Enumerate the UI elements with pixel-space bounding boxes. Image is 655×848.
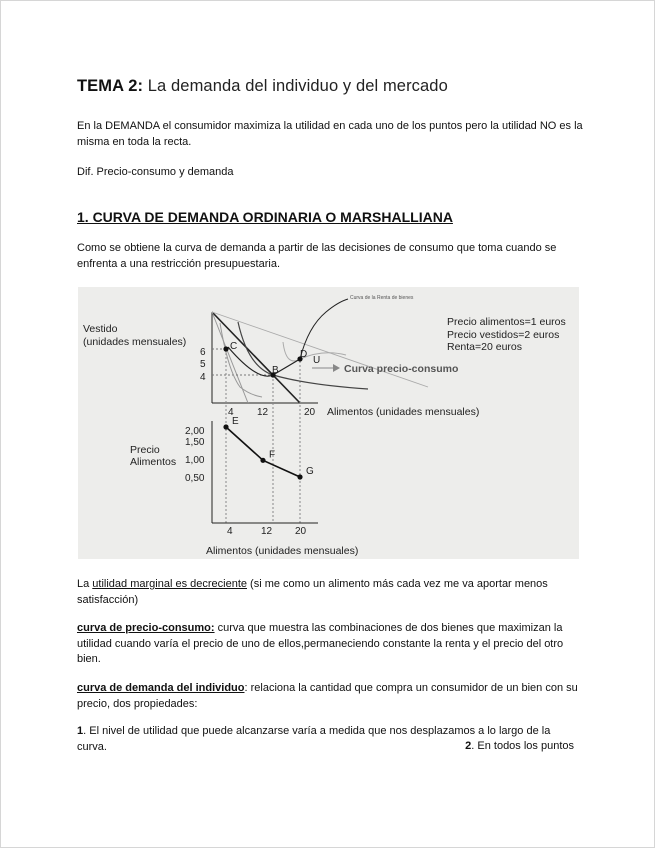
utilidad-term: utilidad marginal es decreciente [92,578,247,590]
figure-svg [78,287,579,559]
curve-label: Curva precio-consumo [344,363,459,375]
title-bold: TEMA 2: [77,77,144,95]
demand-line [226,427,300,477]
top-xlabel: Alimentos (unidades mensuales) [327,406,480,418]
bottom-x-tick-12: 12 [261,526,273,537]
prop1-num: 1 [77,725,84,737]
paragraph-dif: Dif. Precio-consumo y demanda [77,166,234,178]
utilidad-post: (si me como un alimento más cada vez me va aportar menos satisfacción) [77,578,548,606]
paragraph-demanda: En la DEMANDA el consumidor maximiza la utilidad en cada uno de los puntos pero la utilidad NO es la misma en toda la recta. [77,120,583,148]
prop1-text: . El nivel de utilidad que puede alcanzarse varía a medida que nos desplazamos a lo largo de la curva. [77,725,551,753]
demand-label-g: G [306,466,314,477]
demand-point-g [297,474,302,479]
bottom-y-tick-150: 1,50 [185,437,205,448]
demand-point-e [223,424,228,429]
demand-point-f [260,458,265,463]
paragraph-utilidad [77,577,587,608]
top-x-tick-4: 4 [228,407,234,418]
section-heading: 1. CURVA DE DEMANDA ORDINARIA O MARSHALLIANA [77,209,453,225]
paragraph-precio-consumo [77,621,587,668]
top-y-tick-6: 6 [200,347,206,358]
arrow-head-icon [333,364,340,372]
bottom-ylabel-1: Precio [130,444,160,456]
price-consumption-curve [228,347,300,376]
figure-precio-consumo [78,287,579,559]
top-x-tick-20: 20 [304,407,316,418]
label-d: D [300,349,308,360]
paragraph-demanda-individuo [77,681,587,712]
point-c [223,346,228,351]
prop2-text: . En todos los puntos [471,739,574,752]
precio-consumo-term: curva de precio-consumo: [77,622,215,634]
prop2 [465,740,574,752]
top-x-tick-12: 12 [257,407,269,418]
bottom-y-tick-050: 0,50 [185,473,205,484]
budget-line-main [212,312,300,403]
budget-line-3 [212,312,428,387]
top-y-tick-5: 5 [200,359,206,370]
handwritten-note: Curva de la Renta de bienes [350,295,414,301]
bottom-xlabel: Alimentos (unidades mensuales) [206,545,359,557]
prop2-line [77,740,574,756]
paragraph-como: Como se obtiene la curva de demanda a partir de las decisiones de consumo que toma cuando se enfrenta a una restricción presupuestaria. [77,242,557,270]
demanda-individuo-text: : relaciona la cantidad que compra un consumidor de un bien con su precio, dos propiedades: [77,682,578,710]
bottom-x-tick-4: 4 [227,526,233,537]
demand-label-f: F [269,449,276,461]
bottom-y-tick-200: 2,00 [185,426,205,437]
top-ylabel-2: (unidades mensuales) [83,336,187,348]
label-u: U [313,355,321,366]
bottom-y-tick-100: 1,00 [185,455,205,466]
label-c: C [230,341,238,352]
demanda-individuo-term: curva de demanda del individuo [77,682,245,694]
prop2-num: 2 [465,739,472,752]
bottom-x-tick-20: 20 [295,526,307,537]
top-y-tick-4: 4 [200,372,206,383]
utilidad-pre: La [77,578,93,590]
demand-label-e: E [232,416,239,427]
precio-consumo-text: curva que muestra las combinaciones de dos bienes que maximizan la utilidad cuando varía el precio de uno de ellos,permaneciendo constante la renta y el precio del otro bien. [77,622,564,665]
title-rest: La demanda del individuo y del mercado [143,77,448,95]
price-clothes: Precio vestidos=2 euros [447,329,560,341]
price-food: Precio alimentos=1 euros [447,316,566,328]
label-b: B [272,365,279,376]
bottom-ylabel-2: Alimentos [130,456,177,468]
top-ylabel-1: Vestido [83,323,118,335]
page-title [77,77,448,96]
income: Renta=20 euros [447,341,523,353]
